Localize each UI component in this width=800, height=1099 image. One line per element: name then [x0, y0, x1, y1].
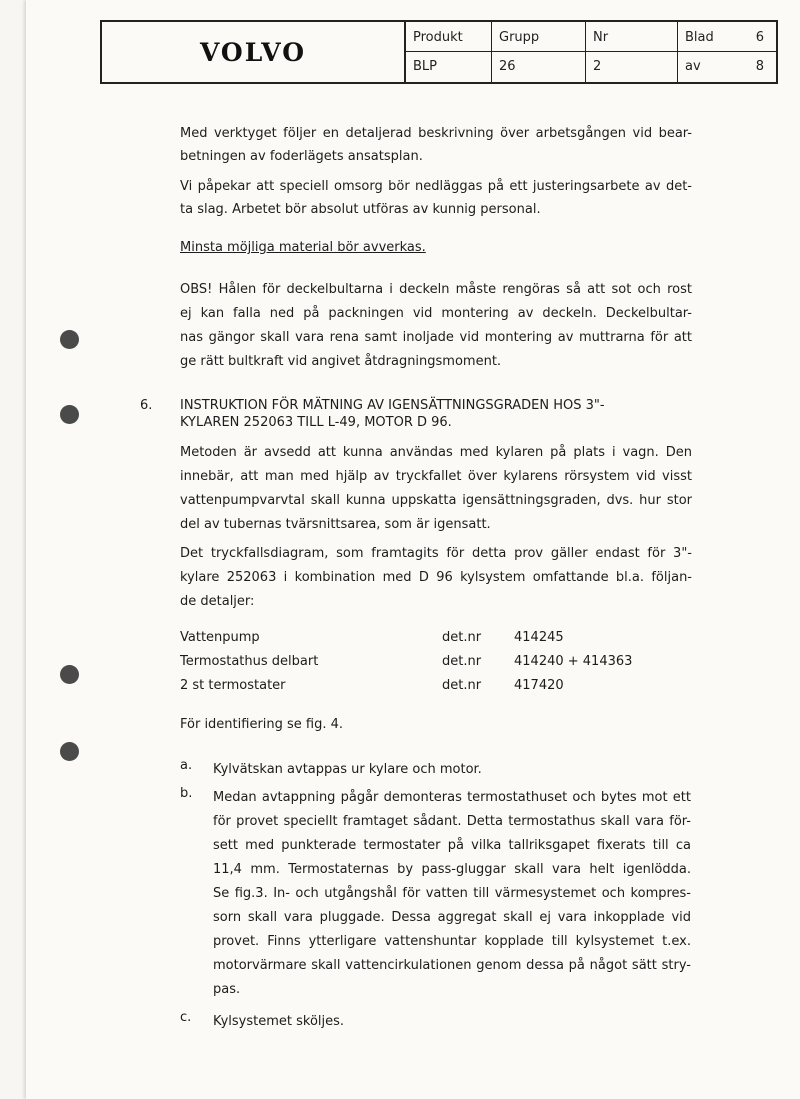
paragraph-care-notice: Vi påpekar att speciell omsorg bör nedläggas på ett justeringsarbete av det- ta slag. Arbetet bör absolut utföras av kunnig personal. — [180, 179, 692, 217]
volvo-logo: VOLVO — [199, 37, 307, 67]
paragraph-identification: För identifiering se fig. 4. — [180, 717, 344, 732]
paragraph-method: Metoden är avsedd att kunna användas med kylaren på plats i vagn. Den innebär, att man med hjälp av tryckfallet över kylarens rörsystem vid visst vattenpumpvarvtal skall kunna uppskatta igensättningsgraden, dvs. hur stor del av tubernas tvärsnittsarea, som är igensatt. — [180, 445, 692, 532]
section-heading: INSTRUKTION FÖR MÄTNING AV IGENSÄTTNINGSGRADEN HOS 3"- KYLAREN 252063 TILL L-49, MOTOR D 96. — [180, 398, 605, 430]
av-label: av — [685, 59, 701, 74]
grupp-value: 26 — [499, 59, 516, 74]
section-number: 6. — [140, 398, 153, 413]
grupp-cell — [492, 22, 586, 82]
produkt-cell — [406, 22, 492, 82]
step-c: c. Kylsystemet sköljes. — [180, 1010, 345, 1029]
document-header — [100, 20, 778, 84]
logo-cell — [102, 22, 406, 82]
binder-hole — [60, 405, 79, 424]
grupp-label: Grupp — [499, 30, 540, 45]
detail-row: 2 st termostater det.nr 417420 — [180, 678, 564, 693]
blad-cell — [678, 22, 776, 82]
detail-row: Termostathus delbart det.nr 414240 + 414363 — [180, 654, 633, 669]
binder-hole — [60, 742, 79, 761]
blad-label: Blad — [685, 30, 714, 45]
av-value: 8 — [755, 59, 764, 74]
blad-value: 6 — [755, 30, 764, 45]
produkt-value: BLP — [413, 59, 438, 74]
binder-hole — [60, 665, 79, 684]
paragraph-tool-description: Med verktyget följer en detaljerad beskrivning över arbetsgången vid bear- betningen av foderlägets ansatsplan. — [180, 126, 692, 164]
paragraph-minimal-material: Minsta möjliga material bör avverkas. — [180, 240, 426, 255]
detail-row: Vattenpump det.nr 414245 — [180, 630, 564, 645]
nr-cell — [586, 22, 678, 82]
nr-value: 2 — [593, 59, 602, 74]
paragraph-obs: OBS! Hålen för deckelbultarna i deckeln måste rengöras så att sot och rost ej kan falla ned på packningen vid montering av deckeln. Deckelbultar- nas gängor skall vara rena samt inoljade vid montering av muttrarna för att ge rätt bultkraft vid angivet åtdragningsmoment. — [180, 282, 692, 369]
nr-label: Nr — [593, 30, 609, 45]
binder-hole — [60, 330, 79, 349]
step-b: b. Medan avtappning pågår demonteras termostathuset och bytes mot ett för provet speciellt framtaget sådant. Detta termostathus skall vara för- sett med punkterade termostater på vilka tallriksgapet fixerats till ca 11,4 mm. Termostaternas by pass-gluggar skall vara helt igenlödda. Se fig.3. In- och utgångshål för vatten till värmesystemet och kompres- sorn skall vara pluggade. Dessa aggregat skall ej vara inkopplade vid provet. Finns ytterligare vattenshuntar kopplade till kylsystemet t.ex. motorvärmare skall vattencirkulationen genom dessa på något sätt stry- pas. — [180, 786, 691, 997]
paragraph-diagram: Det tryckfallsdiagram, som framtagits för detta prov gäller endast för 3"- kylare 252063 i kombination med D 96 kylsystem omfattande bl.a. följan- de detaljer: — [180, 546, 692, 609]
step-a: a. Kylvätskan avtappas ur kylare och motor. — [180, 758, 482, 777]
produkt-label: Produkt — [413, 30, 463, 45]
